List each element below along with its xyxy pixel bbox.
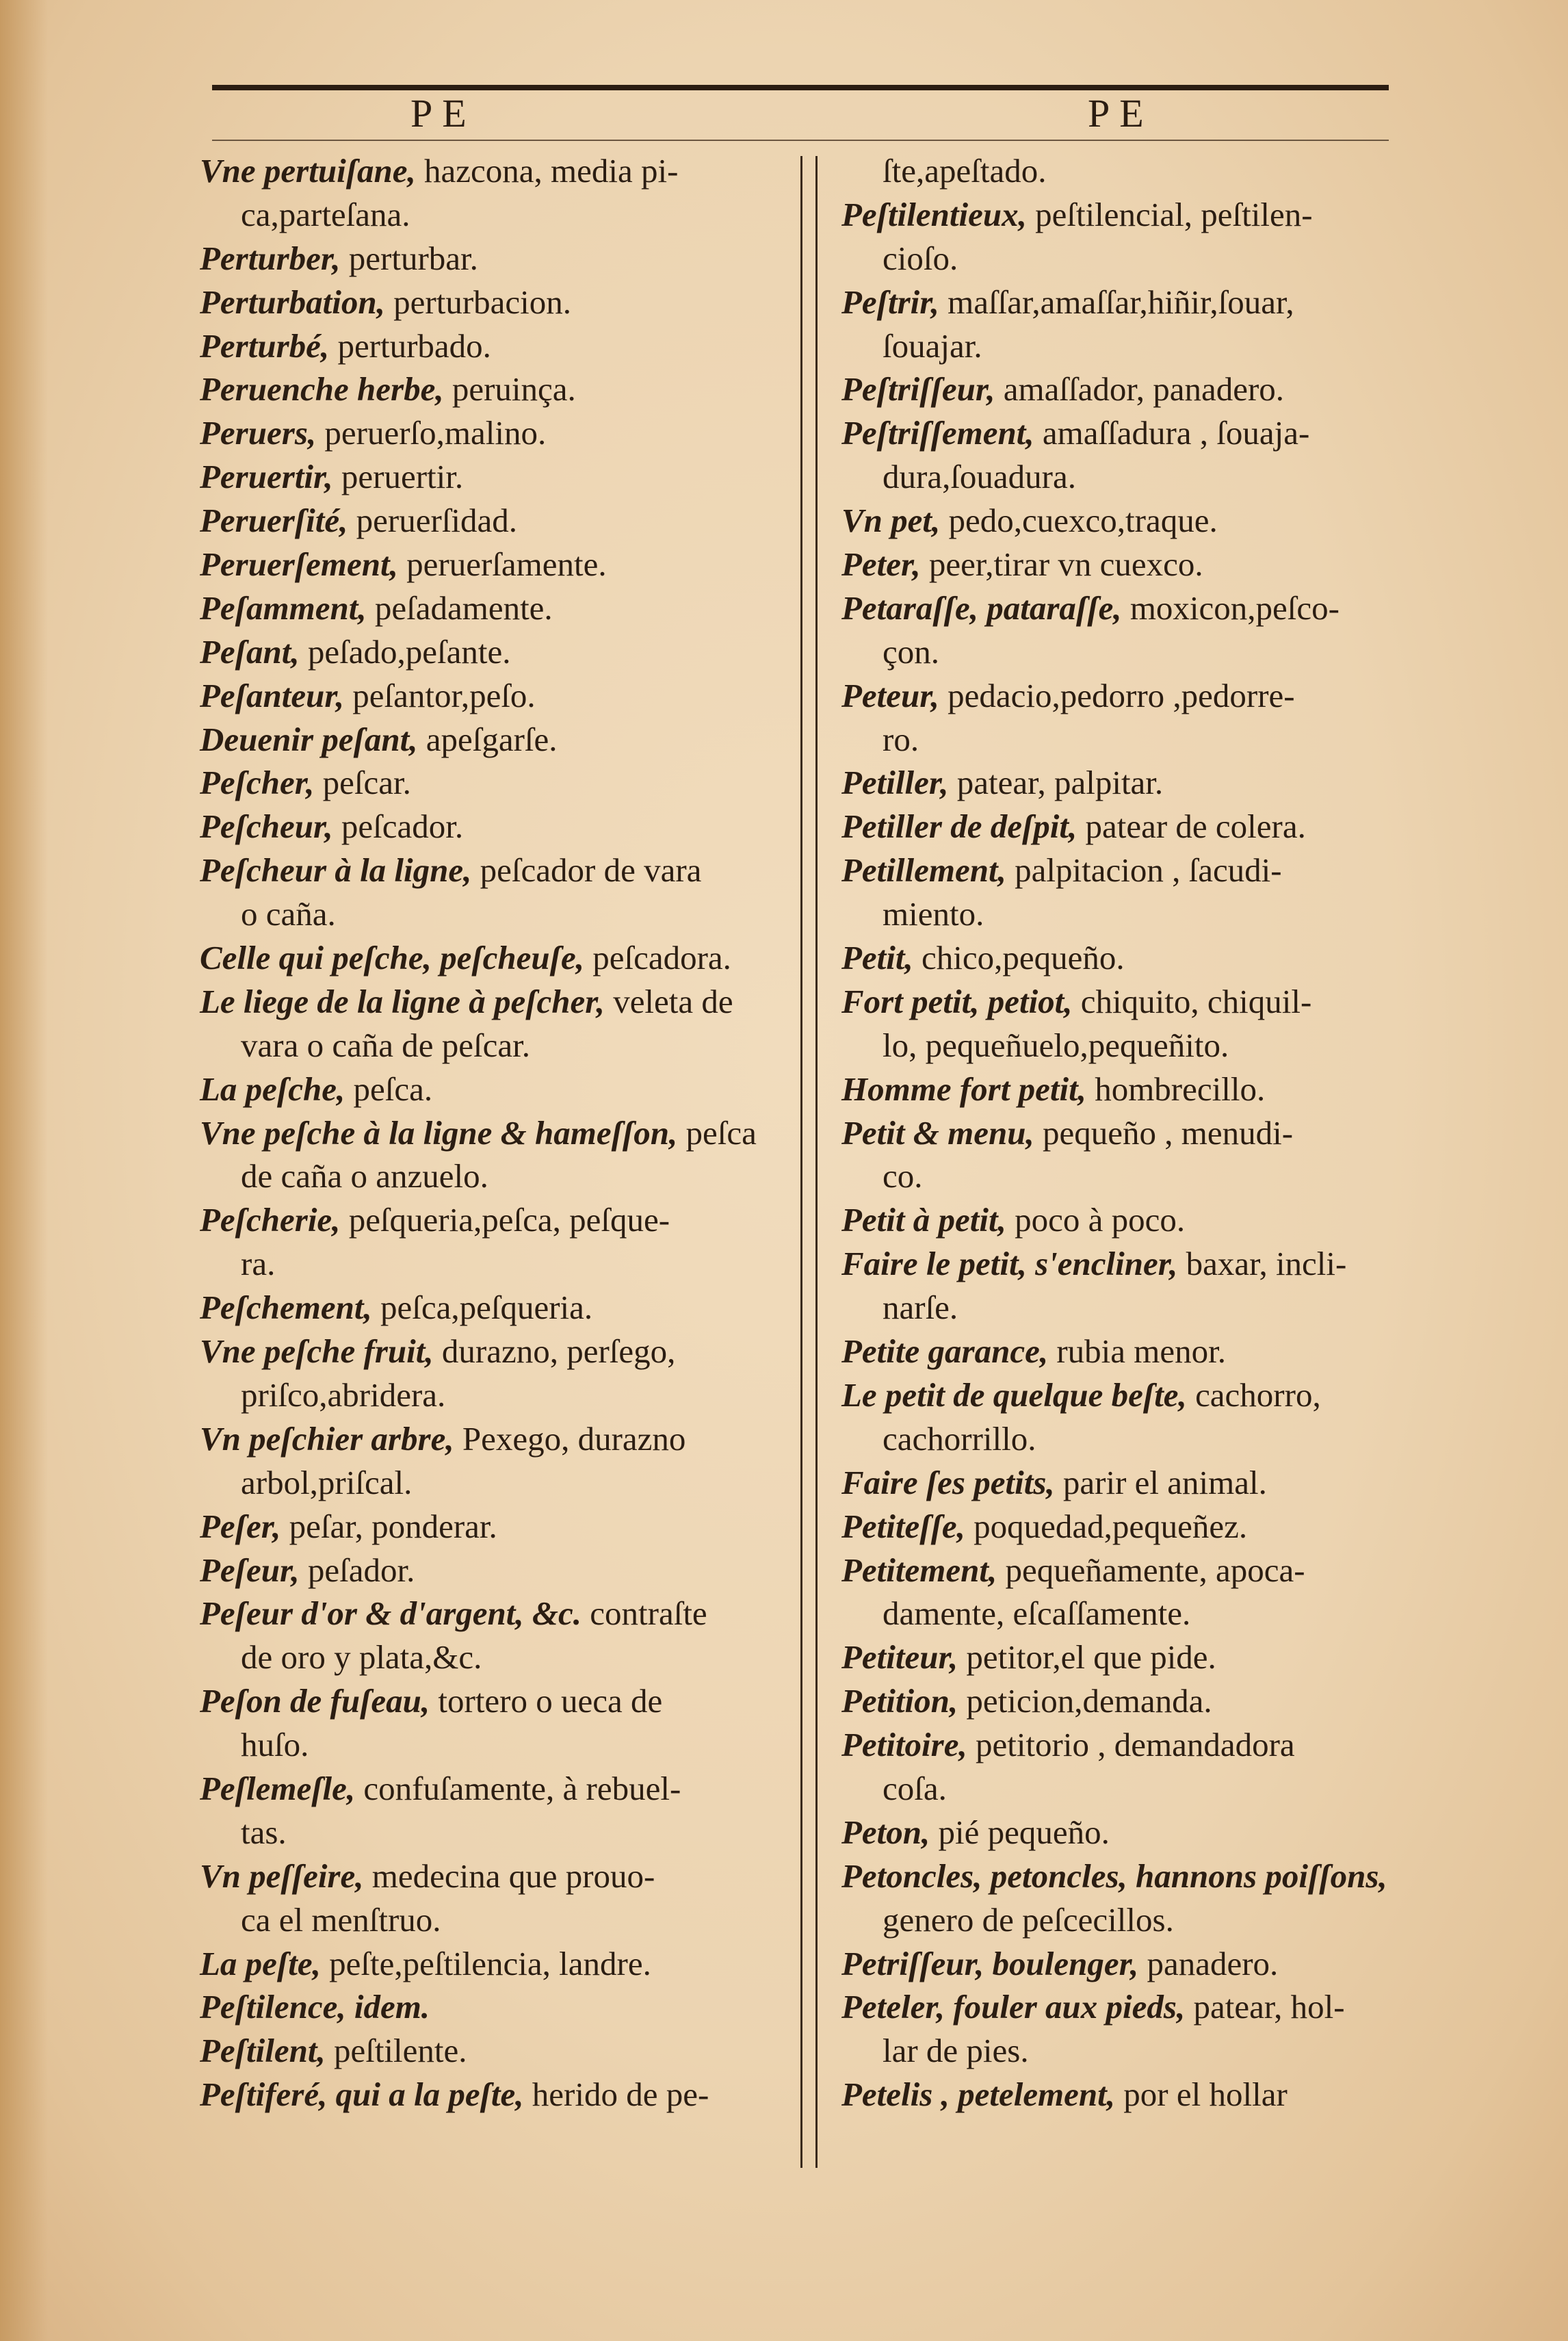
spanish-translation: peer,tirar vn cuexco. <box>920 545 1203 584</box>
spanish-translation: peſte,peſtilencia, landre. <box>320 1944 651 1982</box>
dictionary-entry <box>200 543 802 586</box>
spanish-translation: poco à poco. <box>1006 1201 1186 1239</box>
dictionary-entry <box>841 936 1409 980</box>
dictionary-entry <box>200 1330 802 1373</box>
dictionary-entry <box>200 805 802 849</box>
dictionary-entry <box>841 1242 1409 1286</box>
dictionary-entry <box>841 1198 1409 1242</box>
spanish-translation: peſca <box>677 1113 757 1152</box>
spanish-translation: pié pequeño. <box>930 1813 1110 1851</box>
spanish-translation: hombrecillo. <box>1086 1070 1266 1108</box>
french-headword: La peſte, <box>200 1944 321 1982</box>
spanish-translation: rubia menor. <box>1048 1332 1226 1371</box>
dictionary-entry <box>200 2073 802 2117</box>
spanish-translation: palpitacion , ſacudi- <box>1006 851 1282 890</box>
spanish-translation: panadero. <box>1138 1944 1279 1982</box>
french-headword: Petiller, <box>841 764 949 802</box>
entry-continuation <box>200 1898 802 1942</box>
dictionary-entry <box>200 324 802 368</box>
french-headword: La peſche, <box>200 1070 345 1108</box>
spanish-translation: chiquito, chiquil- <box>1072 982 1312 1020</box>
spanish-translation: Pexego, durazno <box>454 1419 686 1458</box>
spanish-translation: tas. <box>241 1813 287 1851</box>
french-headword: Peſcher, <box>200 764 315 802</box>
spanish-translation: o caña. <box>241 895 336 933</box>
dictionary-entry <box>841 674 1409 718</box>
french-headword: Peſer, <box>200 1507 281 1545</box>
header-rule-thin <box>212 140 1389 141</box>
french-headword: Vne pertuiſane, <box>200 152 416 190</box>
dictionary-entry <box>841 1373 1409 1417</box>
dictionary-entry <box>841 1330 1409 1373</box>
dictionary-entry <box>200 237 802 281</box>
french-headword: Peſtiferé, qui a la peſte, <box>200 2075 524 2114</box>
spanish-translation: herido de pe- <box>523 2075 709 2114</box>
french-headword: Peſchement, <box>200 1289 372 1327</box>
spanish-translation: pequeño , menudi- <box>1034 1113 1294 1152</box>
spanish-translation: baxar, incli- <box>1177 1245 1347 1283</box>
french-headword: Le liege de la ligne à peſcher, <box>200 982 605 1020</box>
spanish-translation: cachorrillo. <box>883 1419 1036 1458</box>
entry-continuation <box>841 324 1409 368</box>
dictionary-entry <box>200 1068 802 1111</box>
spanish-translation: perturbacion. <box>384 283 572 321</box>
spanish-translation: por el hollar <box>1115 2075 1288 2114</box>
spanish-translation: huſo. <box>241 1726 309 1764</box>
dictionary-entry <box>200 980 802 1024</box>
spanish-translation: pequeñamente, apoca- <box>997 1551 1305 1589</box>
entry-continuation <box>841 892 1409 936</box>
spanish-translation: pedo,cuexco,traque. <box>940 502 1218 540</box>
spanish-translation: cachorro, <box>1186 1375 1321 1414</box>
spanish-translation: peſantor,peſo. <box>343 676 536 714</box>
spanish-translation: maſſar,amaſſar,hiñir,ſouar, <box>939 283 1294 321</box>
spanish-translation: amaſſadura , ſouaja- <box>1034 414 1310 452</box>
spanish-translation: contraſte <box>582 1594 707 1633</box>
spanish-translation: peſtilente. <box>325 2032 467 2070</box>
dictionary-entry <box>841 761 1409 805</box>
running-head-right: PE <box>1088 91 1153 135</box>
french-headword: Le petit de quelque beſte, <box>841 1375 1187 1414</box>
dictionary-entry <box>841 281 1409 324</box>
dictionary-entry <box>200 1286 802 1330</box>
spanish-translation: peſcador de vara <box>471 851 702 890</box>
spanish-translation: peſca. <box>345 1070 433 1108</box>
french-headword: Vn peſchier arbre, <box>200 1419 454 1458</box>
french-headword: Peruers, <box>200 414 317 452</box>
entry-continuation <box>841 149 1409 193</box>
spanish-translation: ro. <box>883 720 919 758</box>
spanish-translation: coſa. <box>883 1769 947 1807</box>
french-headword: Petition, <box>841 1682 958 1720</box>
entry-continuation <box>200 892 802 936</box>
dictionary-entry <box>200 411 802 455</box>
spanish-translation: patear de colera. <box>1077 807 1306 846</box>
french-headword: Vn pet, <box>841 502 941 540</box>
spanish-translation: ca,parteſana. <box>241 195 410 233</box>
spanish-translation: apeſgarſe. <box>417 720 558 758</box>
french-headword: Petaraſſe, pataraſſe, <box>841 589 1122 627</box>
french-headword: Peſamment, <box>200 589 367 627</box>
entry-continuation <box>200 1635 802 1679</box>
entry-continuation <box>200 1242 802 1286</box>
dictionary-entry <box>200 1854 802 1898</box>
spanish-translation: durazno, perſego, <box>433 1332 676 1371</box>
dictionary-entry <box>200 936 802 980</box>
spanish-translation: peſqueria,peſca, peſque- <box>340 1201 670 1239</box>
dictionary-entry <box>200 1592 802 1635</box>
entry-continuation <box>841 455 1409 499</box>
french-headword: Petitoire, <box>841 1726 967 1764</box>
french-headword: Peſeur, <box>200 1551 300 1589</box>
dictionary-entry <box>200 630 802 674</box>
dictionary-entry <box>200 1679 802 1723</box>
dictionary-entry <box>200 2029 802 2073</box>
french-headword: Peſtilence, idem. <box>200 1988 430 2026</box>
spanish-translation: çon. <box>883 632 939 671</box>
spanish-translation: co. <box>883 1157 923 1195</box>
dictionary-entry <box>841 193 1409 237</box>
dictionary-entry <box>200 1942 802 1986</box>
dictionary-entry <box>841 1811 1409 1854</box>
dictionary-entry <box>841 1505 1409 1549</box>
spanish-translation: confuſamente, à rebuel- <box>355 1769 681 1807</box>
dictionary-entry <box>200 761 802 805</box>
french-headword: Vn peſſeire, <box>200 1857 364 1895</box>
french-headword: Peſon de fuſeau, <box>200 1682 430 1720</box>
entry-continuation <box>841 718 1409 762</box>
spanish-translation: lar de pies. <box>883 2032 1029 2070</box>
spanish-translation: patear, palpitar. <box>948 764 1164 802</box>
french-headword: Faire le petit, s'encliner, <box>841 1245 1178 1283</box>
entry-continuation <box>841 1767 1409 1811</box>
spanish-translation: peſado,peſante. <box>299 632 511 671</box>
dictionary-entry <box>841 1854 1409 1898</box>
spanish-translation: genero de peſcecillos. <box>883 1900 1174 1939</box>
dictionary-entry <box>841 1461 1409 1505</box>
spanish-translation: peruerſo,malino. <box>316 414 547 452</box>
spanish-translation: damente, eſcaſſamente. <box>883 1594 1191 1633</box>
dictionary-entry <box>841 1111 1409 1155</box>
spanish-translation: parir el animal. <box>1054 1463 1267 1501</box>
dictionary-entry <box>200 1111 802 1155</box>
spanish-translation: ra. <box>241 1245 276 1283</box>
french-headword: Peteur, <box>841 676 939 714</box>
french-headword: Peſlemeſle, <box>200 1769 356 1807</box>
french-headword: Peſcheur à la ligne, <box>200 851 472 890</box>
header-rule <box>212 85 1389 90</box>
spanish-translation: peticion,demanda. <box>958 1682 1212 1720</box>
french-headword: Petiller de deſpit, <box>841 807 1077 846</box>
spanish-translation: hazcona, media pi- <box>415 152 679 190</box>
french-headword: Vne peſche à la ligne & hameſſon, <box>200 1113 678 1152</box>
dictionary-entry <box>841 1723 1409 1767</box>
french-headword: Peſtilentieux, <box>841 195 1027 233</box>
dictionary-entry <box>841 1068 1409 1111</box>
spanish-translation: amaſſador, panadero. <box>995 370 1285 409</box>
french-headword: Peruerſement, <box>200 545 398 584</box>
french-headword: Peſcherie, <box>200 1201 341 1239</box>
dictionary-entry <box>200 281 802 324</box>
french-headword: Peſtriſſement, <box>841 414 1034 452</box>
spanish-translation: moxicon,peſco- <box>1121 589 1340 627</box>
dictionary-entry <box>841 1942 1409 1986</box>
spanish-translation: veleta de <box>604 982 733 1020</box>
page-gutter-shadow <box>0 0 48 2341</box>
spanish-translation: peſadamente. <box>366 589 553 627</box>
dictionary-entry <box>841 2073 1409 2117</box>
entry-continuation <box>200 1024 802 1068</box>
spanish-translation: peruerſidad. <box>348 502 517 540</box>
spanish-translation: patear, hol- <box>1185 1988 1345 2026</box>
spanish-translation: de oro y plata,&c. <box>241 1638 482 1677</box>
dictionary-entry <box>200 674 802 718</box>
french-headword: Peſant, <box>200 632 300 671</box>
spanish-translation: ſte,apeſtado. <box>883 152 1047 190</box>
french-headword: Deuenir peſant, <box>200 720 418 758</box>
spanish-translation: poquedad,pequeñez. <box>965 1507 1248 1545</box>
dictionary-entry <box>841 499 1409 543</box>
french-headword: Perturber, <box>200 239 341 277</box>
entry-continuation <box>841 630 1409 674</box>
dictionary-entry <box>841 411 1409 455</box>
french-headword: Vne peſche fruit, <box>200 1332 434 1371</box>
french-headword: Peteler, fouler aux pieds, <box>841 1988 1186 2026</box>
spanish-translation: peſca,peſqueria. <box>371 1289 593 1327</box>
french-headword: Peſanteur, <box>200 676 344 714</box>
french-headword: Fort petit, petiot, <box>841 982 1073 1020</box>
spanish-translation: tortero o ueca de <box>430 1682 663 1720</box>
dictionary-entry <box>841 367 1409 411</box>
spanish-translation: peruerſamente. <box>397 545 607 584</box>
dictionary-entry <box>200 1198 802 1242</box>
spanish-translation: perturbar. <box>340 239 478 277</box>
spanish-translation: cioſo. <box>883 239 958 277</box>
dictionary-entry <box>200 1417 802 1461</box>
dictionary-entry <box>841 1635 1409 1679</box>
entry-continuation <box>841 1898 1409 1942</box>
french-headword: Peter, <box>841 545 921 584</box>
french-headword: Peton, <box>841 1813 930 1851</box>
entry-continuation <box>841 1286 1409 1330</box>
right-column <box>841 149 1409 2117</box>
spanish-translation: medecina que prouo- <box>363 1857 655 1895</box>
spanish-translation: arbol,priſcal. <box>241 1463 413 1501</box>
french-headword: Petit à petit, <box>841 1201 1006 1239</box>
dictionary-entry <box>200 1505 802 1549</box>
dictionary-entry <box>841 805 1409 849</box>
spanish-translation: perturbado. <box>329 326 491 365</box>
french-headword: Petelis , petelement, <box>841 2075 1116 2114</box>
spanish-translation: de caña o anzuelo. <box>241 1157 488 1195</box>
french-headword: Petiteſſe, <box>841 1507 965 1545</box>
french-headword: Peſtrir, <box>841 283 939 321</box>
spanish-translation: peſcadora. <box>584 939 731 977</box>
spanish-translation: narſe. <box>883 1289 958 1327</box>
spanish-translation: petitor,el que pide. <box>958 1638 1216 1677</box>
spanish-translation: peſtilencial, peſtilen- <box>1026 195 1313 233</box>
dictionary-entry <box>841 980 1409 1024</box>
dictionary-entry <box>200 586 802 630</box>
spanish-translation: pedacio,pedorro ,pedorre- <box>939 676 1295 714</box>
french-headword: Petit & menu, <box>841 1113 1034 1152</box>
entry-continuation <box>200 1811 802 1854</box>
french-headword: Homme fort petit, <box>841 1070 1086 1108</box>
french-headword: Peſeur d'or & d'argent, &c. <box>200 1594 582 1633</box>
entry-continuation <box>841 1417 1409 1461</box>
dictionary-entry <box>841 1679 1409 1723</box>
spanish-translation: lo, pequeñuelo,pequeñito. <box>883 1026 1229 1064</box>
french-headword: Faire ſes petits, <box>841 1463 1055 1501</box>
entry-continuation <box>841 237 1409 281</box>
left-column <box>200 149 802 2117</box>
french-headword: Peſcheur, <box>200 807 333 846</box>
french-headword: Petillement, <box>841 851 1006 890</box>
french-headword: Petoncles, petoncles, hannons poiſſons, <box>841 1857 1387 1895</box>
dictionary-entry <box>841 586 1409 630</box>
entry-continuation <box>200 193 802 237</box>
dictionary-entry <box>200 499 802 543</box>
french-headword: Petriſſeur, boulenger, <box>841 1944 1139 1982</box>
dictionary-entry <box>200 367 802 411</box>
french-headword: Perturbé, <box>200 326 330 365</box>
entry-continuation <box>841 1154 1409 1198</box>
french-headword: Peſtriſſeur, <box>841 370 995 409</box>
spanish-translation: petitorio , demandadora <box>967 1726 1295 1764</box>
spanish-translation: chico,pequeño. <box>913 939 1125 977</box>
dictionary-entry <box>200 1549 802 1592</box>
french-headword: Petit, <box>841 939 913 977</box>
dictionary-entry <box>200 149 802 193</box>
spanish-translation: priſco,abridera. <box>241 1375 446 1414</box>
dictionary-entry <box>200 455 802 499</box>
spanish-translation: peruertir. <box>332 458 464 496</box>
dictionary-entry <box>200 718 802 762</box>
spanish-translation: ſouajar. <box>883 326 982 365</box>
spanish-translation: peſador. <box>299 1551 415 1589</box>
spanish-translation: peruinça. <box>443 370 576 409</box>
french-headword: Petite garance, <box>841 1332 1049 1371</box>
french-headword: Peſtilent, <box>200 2032 326 2070</box>
french-headword: Petiteur, <box>841 1638 958 1677</box>
french-headword: Peruerſité, <box>200 502 348 540</box>
french-headword: Peruertir, <box>200 458 333 496</box>
entry-continuation <box>200 1154 802 1198</box>
spanish-translation: peſcar. <box>314 764 411 802</box>
spanish-translation: peſcador. <box>332 807 464 846</box>
entry-continuation <box>841 2029 1409 2073</box>
spanish-translation: dura,ſouadura. <box>883 458 1076 496</box>
spanish-translation: ca el menſtruo. <box>241 1900 441 1939</box>
entry-continuation <box>841 1024 1409 1068</box>
french-headword: Celle qui peſche, peſcheuſe, <box>200 939 584 977</box>
dictionary-entry <box>841 543 1409 586</box>
spanish-translation: miento. <box>883 895 984 933</box>
dictionary-entry <box>841 1985 1409 2029</box>
entry-continuation <box>841 1592 1409 1635</box>
entry-continuation <box>200 1723 802 1767</box>
running-head-left: PE <box>410 91 476 135</box>
dictionary-entry <box>200 1767 802 1811</box>
dictionary-entry <box>841 849 1409 892</box>
column-divider-right <box>815 156 818 2168</box>
spanish-translation: peſar, ponderar. <box>280 1507 497 1545</box>
dictionary-entry <box>200 1985 802 2029</box>
dictionary-entry <box>200 849 802 892</box>
french-headword: Peruenche herbe, <box>200 370 444 409</box>
spanish-translation: vara o caña de peſcar. <box>241 1026 531 1064</box>
french-headword: Petitement, <box>841 1551 997 1589</box>
entry-continuation <box>200 1373 802 1417</box>
french-headword: Perturbation, <box>200 283 385 321</box>
dictionary-entry <box>841 1549 1409 1592</box>
entry-continuation <box>200 1461 802 1505</box>
